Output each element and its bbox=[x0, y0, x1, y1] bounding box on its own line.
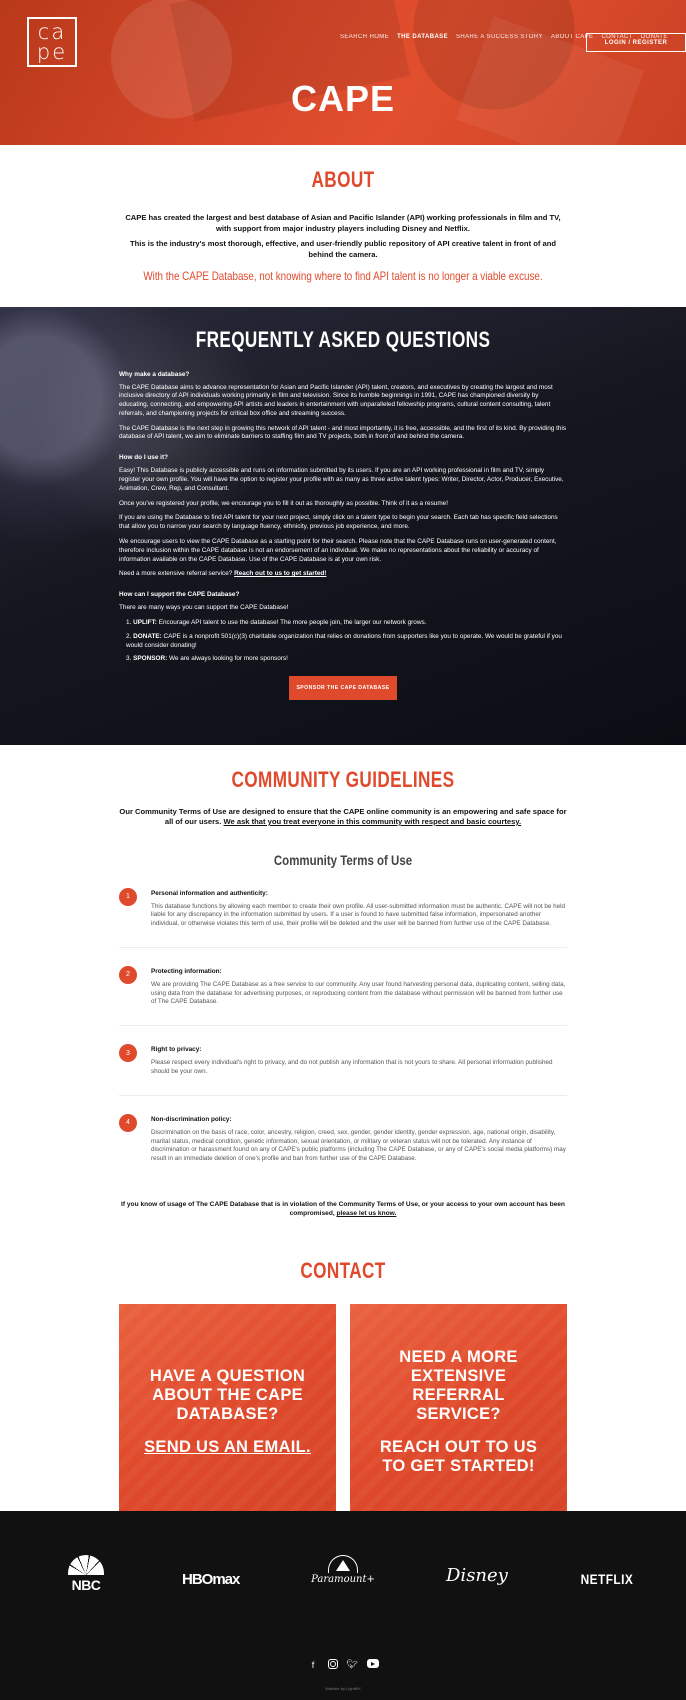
faq-answer: There are many ways you can support the CAPE Database! bbox=[119, 604, 289, 612]
terms-subtitle: Community Terms of Use bbox=[273, 851, 413, 868]
nav-search-home[interactable]: SEARCH HOME bbox=[340, 34, 390, 40]
list-item-label: DONATE: bbox=[133, 632, 162, 640]
list-item-text: Encourage API talent to use the database! The more people join, the larger our network grows. bbox=[156, 619, 427, 627]
list-number: 3. bbox=[126, 655, 132, 663]
about-section bbox=[0, 145, 686, 307]
report-link[interactable]: please let us know. bbox=[336, 1210, 397, 1218]
community-lead-underlined: We ask that you treat everyone in this community with respect and basic courtesy. bbox=[223, 817, 522, 826]
sponsor-button[interactable]: SPONSOR THE CAPE DATABASE bbox=[289, 676, 397, 700]
nav-share-success-story[interactable]: SHARE A SUCCESS STORY bbox=[456, 34, 543, 40]
about-accent-text: With the CAPE Database, not knowing where to find API talent is no longer a viable excuse. bbox=[143, 269, 543, 283]
list-item bbox=[126, 655, 567, 664]
list-item bbox=[126, 619, 567, 628]
faq-question: How can I support the CAPE Database? bbox=[119, 591, 240, 599]
contact-section bbox=[0, 1228, 686, 1544]
list-item-label: SPONSOR: bbox=[133, 655, 168, 663]
term-title: Personal information and authenticity: bbox=[151, 889, 268, 897]
violation-text: If you know of usage of The CAPE Database that is in violation of the Community Terms of Use, or your access to your own account has been compromised, bbox=[121, 1201, 565, 1218]
nav-contact[interactable]: CONTACT bbox=[601, 34, 633, 40]
list-item bbox=[126, 633, 567, 651]
mountain-icon bbox=[328, 1555, 358, 1573]
term-body: This database functions by allowing each member to create their own profile. All user-submitted information must be authentic. CAPE will not be held liable for any discrepancy in the information submitted by users. If a user is found to have submitted false information, impersonated another individual, or otherwise violates this term of use, their profile will be deleted and the user will be banned from further use of the CAPE Database. bbox=[151, 902, 566, 928]
nbc-logo-text: NBC bbox=[71, 1577, 101, 1593]
community-title: COMMUNITY GUIDELINES bbox=[231, 766, 455, 792]
peacock-icon bbox=[68, 1555, 104, 1575]
faq-answer: The CAPE Database aims to advance representation for Asian and Pacific Islander (API) talent, creators, and executives by creating the largest and most inclusive directory of API individuals working primarily in film and television. Since its humble beginnings in 1991, CAPE has championed diversity by educating, connecting, and empowering API artists and leaders in entertainment with unparalleled fellowship programs, cultural content consulting, talent referrals, and championing projects for critical box office and streaming success. bbox=[119, 383, 553, 417]
about-paragraph: This is the industry's most thorough, effective, and user-friendly public repository of API creative talent in front of and behind the camera. bbox=[130, 239, 556, 259]
list-item-text: CAPE is a nonprofit 501(c)(3) charitable organization that relies on donations from supporters like you to operate. We would be grateful if you would consider donating! bbox=[126, 632, 562, 649]
referral-card[interactable] bbox=[350, 1304, 567, 1520]
youtube-icon[interactable] bbox=[367, 1659, 379, 1668]
nav-donate[interactable]: DONATE bbox=[640, 34, 668, 40]
send-email-link[interactable]: SEND US AN EMAIL. bbox=[144, 1438, 311, 1457]
hero-banner bbox=[0, 0, 686, 145]
term-item bbox=[119, 1114, 567, 1182]
disney-logo: Disney bbox=[446, 1565, 508, 1586]
referral-card-question: NEED A MORE EXTENSIVE REFERRAL SERVICE? bbox=[399, 1348, 518, 1424]
community-lead-text: Our Community Terms of Use are designed to ensure that the CAPE online community is an empowering and safe space for all of our users. bbox=[119, 806, 567, 826]
term-title: Protecting information: bbox=[151, 967, 222, 975]
email-card[interactable] bbox=[119, 1304, 336, 1520]
community-guidelines-section bbox=[0, 745, 686, 1229]
nav-about-cape[interactable]: ABOUT CAPE bbox=[550, 34, 594, 40]
faq-title: FREQUENTLY ASKED QUESTIONS bbox=[195, 326, 491, 352]
term-item bbox=[119, 966, 567, 1026]
violation-notice bbox=[119, 1200, 567, 1218]
logo-text-top: ca bbox=[37, 20, 67, 44]
list-item-label: UPLIFT: bbox=[133, 619, 157, 627]
term-body: Discrimination on the basis of race, color, ancestry, religion, creed, sex, gender, gender identity, gender expression, age, national origin, disability, marital status, medical condition, genetic information, sexual orientation, or military or veteran status will not be tolerated. Any instance of discrimination or harassment found on any of CAPE's public platforms (including The CAPE Database, or any of CAPE's social media platforms) may result in an immediate deletion of one's profile and ban from further use of the CAPE Database. bbox=[151, 1128, 566, 1163]
hbo-max-logo: HBOmax bbox=[182, 1571, 240, 1588]
term-number-badge: 3 bbox=[119, 1044, 137, 1062]
facebook-icon[interactable]: f bbox=[311, 1659, 315, 1670]
faq-question: How do I use it? bbox=[119, 454, 168, 462]
cape-logo[interactable] bbox=[27, 17, 77, 67]
contact-title: CONTACT bbox=[300, 1258, 386, 1284]
term-number-badge: 1 bbox=[119, 888, 137, 906]
term-body: We are providing The CAPE Database as a free service to our community. Any user found harvesting personal data, duplicating content, selling data, using data from the database for advertising purposes, or reproducing content from the database without permission will be banned from further use of The CAPE Database. bbox=[151, 980, 566, 1006]
list-number: 2. bbox=[126, 632, 132, 640]
community-lead bbox=[119, 807, 567, 828]
faq-content bbox=[0, 371, 686, 701]
contact-cards bbox=[119, 1304, 567, 1520]
twitter-icon[interactable]: 🐦︎ bbox=[346, 1659, 358, 1669]
social-links bbox=[0, 1659, 686, 1670]
netflix-logo: NETFLIX bbox=[580, 1571, 634, 1587]
faq-answer: Once you've registered your profile, we encourage you to fill it out as thoroughly as possible. Think of it as a resume! bbox=[119, 499, 448, 507]
term-body: Please respect every individual's right to privacy, and do not publish any information that is not yours to share. All personal information published should be your own. bbox=[151, 1059, 553, 1076]
nav-the-database[interactable]: THE DATABASE bbox=[397, 34, 448, 40]
nbc-logo bbox=[64, 1555, 108, 1593]
paramount-logo-text: Paramount+ bbox=[311, 1574, 375, 1585]
term-item bbox=[119, 1044, 567, 1096]
faq-answer: If you are using the Database to find API talent for your next project, simply click on a talent type to begin your search. Each tab has specific field selections that allow you to narrow your search by language fluency, ethnicity, previous job experience, and more. bbox=[119, 514, 558, 531]
email-card-question: HAVE A QUESTION ABOUT THE CAPE DATABASE? bbox=[149, 1367, 306, 1424]
term-title: Non-discrimination policy: bbox=[151, 1115, 232, 1123]
term-number-badge: 4 bbox=[119, 1114, 137, 1132]
footer bbox=[0, 1511, 686, 1700]
term-item bbox=[119, 888, 567, 948]
sponsor-logos bbox=[0, 1555, 686, 1605]
support-list bbox=[119, 619, 567, 664]
faq-section bbox=[0, 307, 686, 745]
faq-answer: Easy! This Database is publicly accessible and runs on information submitted by its users. If you are an API working professional in film and TV, simply register your own profile. You will have the option to register your profile with as many as three active talent types: Writer, Director, Actor, Producer, Executive, Animation, Crew, Rep, and Consultant. bbox=[119, 467, 564, 492]
faq-answer-text: Need a more extensive referral service? bbox=[119, 570, 235, 578]
site-credit[interactable]: Website by LightMX bbox=[325, 1686, 361, 1691]
faq-answer: The CAPE Database is the next step in growing this network of API talent - and most importantly, it is free, accessible, and the first of its kind. By providing this database of API talent, we aim to eliminate barriers to staffing film and TV projects, both in front of and behind the camera. bbox=[119, 424, 567, 441]
term-number-badge: 2 bbox=[119, 966, 137, 984]
about-paragraph: CAPE has created the largest and best database of Asian and Pacific Islander (API) working professionals in film and TV, with support from major industry players including Disney and Netflix. bbox=[125, 213, 561, 233]
referral-link[interactable]: Reach out to us to get started! bbox=[234, 570, 327, 578]
about-title: ABOUT bbox=[311, 167, 375, 192]
faq-question: Why make a database? bbox=[119, 370, 190, 378]
logo-text-bottom: pe bbox=[36, 40, 68, 64]
paramount-plus-logo bbox=[310, 1555, 376, 1585]
faq-answer: We encourage users to view the CAPE Database as a starting point for their search. Please note that the CAPE Database runs on user-generated content, therefore inclusion within the CAPE database is not an endorsement of an individual. We make no representations about the reliability or accuracy of information available on the CAPE Database. Use of the CAPE Database is at your own risk. bbox=[119, 538, 557, 563]
login-register-button[interactable]: LOGIN / REGISTER bbox=[586, 33, 686, 52]
page-title: CAPE bbox=[290, 78, 396, 119]
instagram-icon[interactable] bbox=[328, 1659, 338, 1669]
list-number: 1. bbox=[126, 619, 132, 627]
get-started-link[interactable]: REACH OUT TO US TO GET STARTED! bbox=[379, 1438, 538, 1476]
faq-answer bbox=[119, 570, 567, 579]
list-item-text: We are always looking for more sponsors! bbox=[167, 655, 288, 663]
term-title: Right to privacy: bbox=[151, 1046, 202, 1054]
